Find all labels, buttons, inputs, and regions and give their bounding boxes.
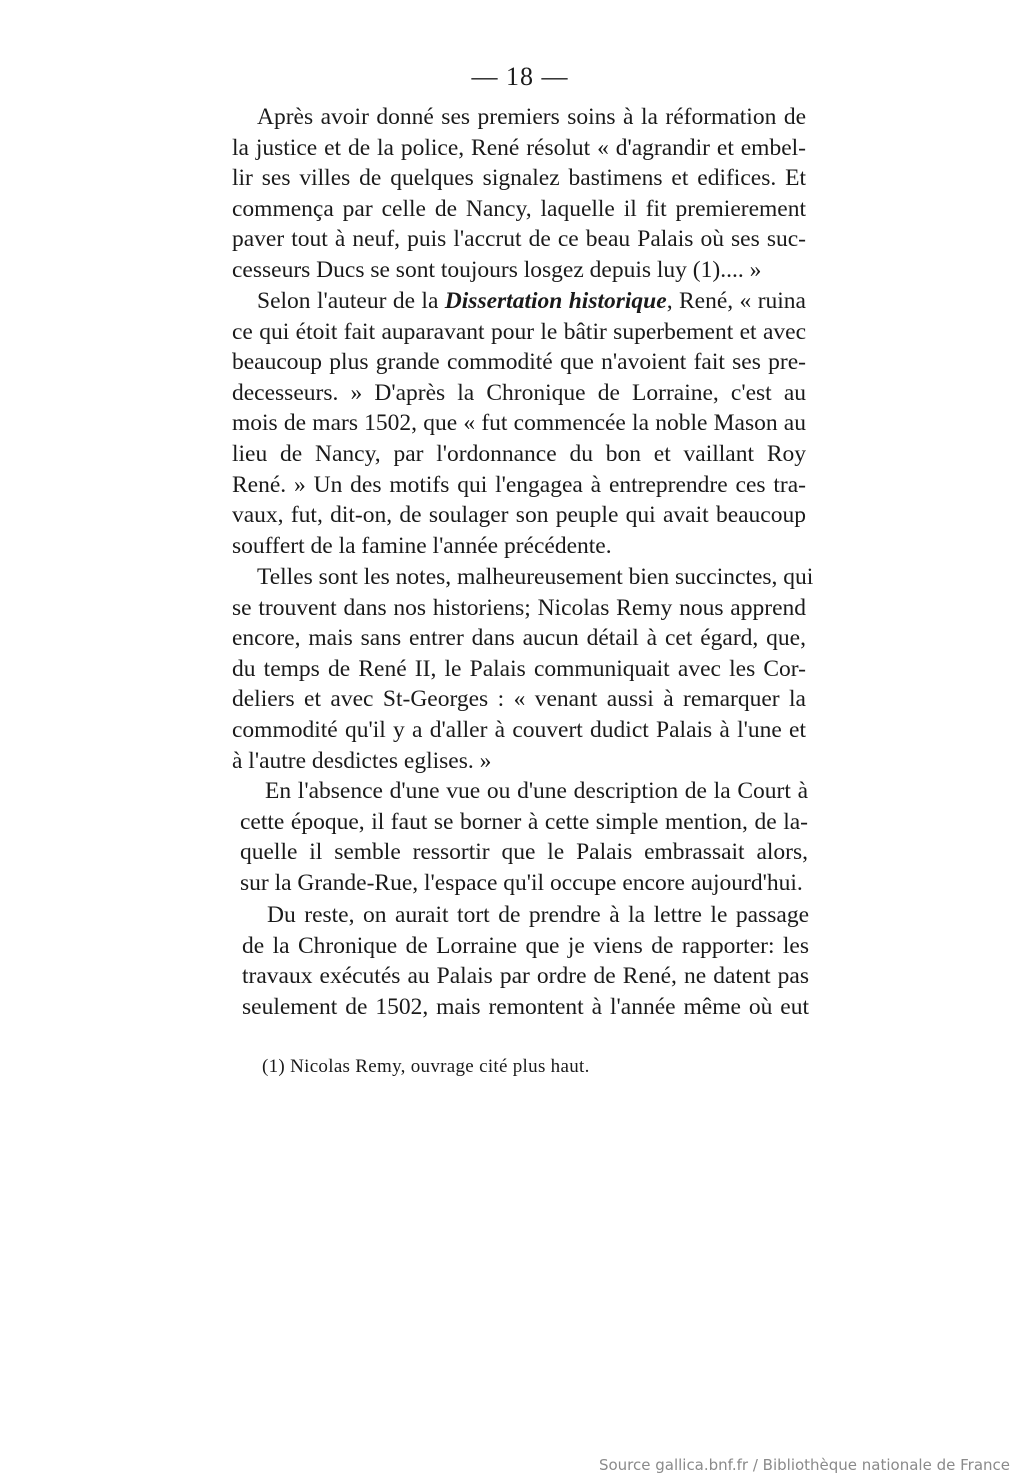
text-line: cesseurs Ducs se sont toujours losgez depuis luy (1).... » <box>232 256 762 283</box>
footnote: (1) Nicolas Remy, ouvrage cité plus haut. <box>262 1056 590 1077</box>
text-line: travaux exécutés au Palais par ordre de René, ne datent pas <box>242 963 809 990</box>
paragraph-5 <box>242 900 809 1022</box>
text-line: lieu de Nancy, par l'ordonnance du bon et vaillant Roy <box>232 440 806 467</box>
text-line: decesseurs. » D'après la Chronique de Lorraine, c'est au <box>232 379 806 406</box>
text-line: se trouvent dans nos historiens; Nicolas Remy nous apprend <box>232 594 806 621</box>
paragraph-3 <box>232 562 814 776</box>
text-line: souffert de la famine l'année précédente. <box>232 532 612 559</box>
paragraph-2 <box>232 286 806 561</box>
text-line: cette époque, il faut se borner à cette simple mention, de la- <box>240 808 808 835</box>
text-line: René. » Un des motifs qui l'engagea à entreprendre ces tra- <box>232 471 806 498</box>
source-credit: Source gallica.bnf.fr / Bibliothèque nationale de France <box>598 1456 1010 1474</box>
text-line: de la Chronique de Lorraine que je viens de rapporter: les <box>242 932 809 959</box>
text-line <box>232 286 806 317</box>
text-line: quelle il semble ressortir que le Palais embrassait alors, <box>240 839 808 866</box>
text-line: En l'absence d'une vue ou d'une description de la Court à <box>265 778 808 804</box>
text-line: Du reste, on aurait tort de prendre à la lettre le passage <box>267 902 809 928</box>
text-line: paver tout à neuf, puis l'accrut de ce beau Palais où ses suc- <box>232 226 806 253</box>
page-number: — 18 — <box>471 62 569 91</box>
text-line: ce qui étoit fait auparavant pour le bâtir superbement et avec <box>232 318 806 345</box>
text-line: la justice et de la police, René résolut « d'agrandir et embel- <box>232 134 806 161</box>
text-line: vaux, fut, dit-on, de soulager son peuple qui avait beaucoup <box>232 502 806 529</box>
text-run: Selon l'auteur de la <box>257 288 445 314</box>
text-line: commença par celle de Nancy, laquelle il fit premierement <box>232 195 806 222</box>
text-line: du temps de René II, le Palais communiquait avec les Cor- <box>232 655 806 682</box>
text-line: lir ses villes de quelques signalez bastimens et edifices. Et <box>232 165 806 192</box>
text-line: Telles sont les notes, malheureusement bien succinctes, qui <box>257 564 814 590</box>
text-line: mois de mars 1502, que « fut commencée la noble Mason au <box>232 410 806 437</box>
text-line: à l'autre desdictes eglises. » <box>232 747 492 774</box>
text-line: commodité qu'il y a d'aller à couvert dudict Palais à l'une et <box>232 716 806 743</box>
text-run: , René, « ruina <box>666 288 806 314</box>
text-line: beaucoup plus grande commodité que n'avoient fait ses pre- <box>232 349 806 376</box>
text-line: seulement de 1502, mais remontent à l'année même où eut <box>242 993 809 1020</box>
text-line: sur la Grande-Rue, l'espace qu'il occupe encore aujourd'hui. <box>240 869 803 896</box>
italic-title: Dissertation historique <box>444 288 667 314</box>
paragraph-1 <box>232 102 806 286</box>
text-line: encore, mais sans entrer dans aucun détail à cet égard, que, <box>232 625 806 652</box>
text-line: deliers et avec St-Georges : « venant aussi à remarquer la <box>232 686 806 713</box>
text-line: Après avoir donné ses premiers soins à la réformation de <box>257 104 806 130</box>
paragraph-4 <box>240 776 808 898</box>
